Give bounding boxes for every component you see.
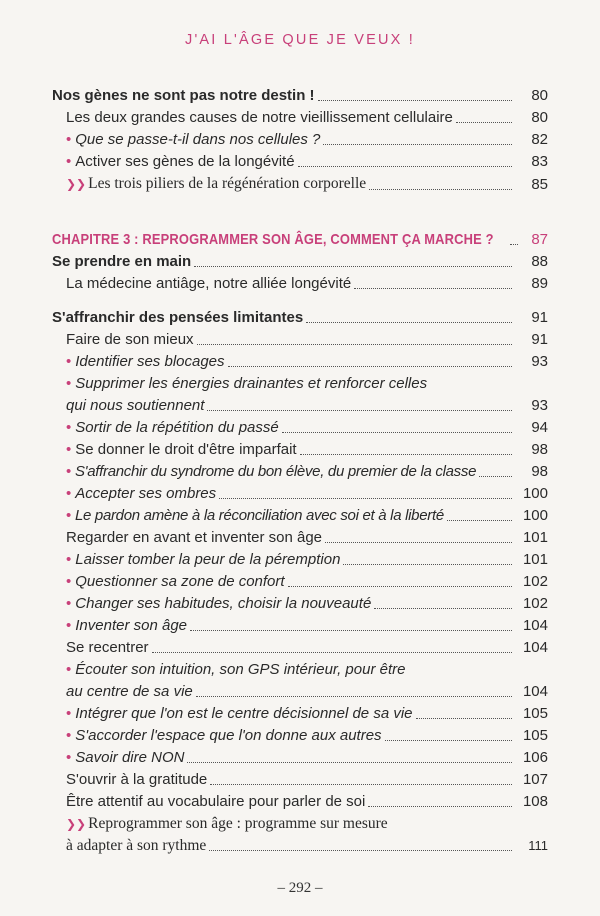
toc-entry-label: Activer ses gènes de la longévité (75, 153, 295, 170)
dot-leader (416, 718, 512, 719)
bullet-icon: • (66, 375, 72, 392)
toc-entry-label: Se recentrer (66, 639, 149, 656)
toc-entry[interactable] (52, 352, 548, 371)
bullet-icon: • (66, 705, 72, 722)
toc-entry-label: Savoir dire NON (75, 749, 185, 766)
bullet-icon: • (66, 507, 71, 524)
toc-entry-label: Faire de son mieux (66, 331, 194, 348)
toc-entry-label: Les trois piliers de la régénération corporelle (88, 175, 367, 192)
dot-leader (196, 696, 512, 697)
toc-entry-label: Questionner sa zone de confort (75, 573, 285, 590)
toc-entry[interactable] (52, 748, 548, 767)
bullet-icon: • (66, 153, 72, 170)
dot-leader (300, 454, 512, 455)
chapter-title: CHAPITRE 3 : REPROGRAMMER SON ÂGE, COMMENT ÇA MARCHE ? (52, 231, 494, 248)
bullet-icon: • (66, 595, 72, 612)
toc-entry[interactable] (52, 174, 548, 194)
toc-page-number: 83 (531, 153, 548, 170)
toc-entry-label-line1: • Supprimer les énergies drainantes et renforcer celles (66, 375, 428, 392)
dot-leader (323, 144, 512, 145)
dot-leader (374, 608, 512, 609)
toc-entry-label-line1: • Écouter son intuition, son GPS intérieur, pour être (66, 661, 406, 678)
bullet-icon: • (66, 419, 72, 436)
toc-entry-label: Identifier ses blocages (75, 353, 225, 370)
toc-entry-label: Sortir de la répétition du passé (75, 419, 279, 436)
toc-entry-label: Regarder en avant et inventer son âge (66, 529, 323, 546)
toc-entry[interactable] (52, 770, 548, 789)
toc-entry[interactable] (52, 506, 548, 525)
dot-leader (368, 806, 512, 807)
toc-entry[interactable] (52, 274, 548, 293)
toc-entry[interactable] (52, 484, 548, 503)
toc-entry-label-line2: au centre de sa vie (66, 683, 193, 700)
toc-page-number: 101 (522, 551, 548, 568)
toc-entry[interactable] (52, 330, 548, 349)
toc-entry[interactable] (52, 726, 548, 745)
bullet-icon: • (66, 353, 72, 370)
dot-leader (456, 122, 512, 123)
bullet-icon: • (66, 573, 72, 590)
bullet-icon: • (66, 749, 72, 766)
toc-page-number: 102 (522, 573, 548, 590)
toc-entry-label: Être attentif au vocabulaire pour parler de soi (66, 793, 366, 810)
toc-page-number: 111 (528, 838, 548, 853)
toc-entry[interactable] (52, 572, 548, 591)
dot-leader (510, 244, 518, 245)
dot-leader (306, 322, 512, 323)
toc-page-number: 100 (522, 507, 548, 524)
dot-leader (190, 630, 512, 631)
bullet-icon: • (66, 727, 72, 744)
toc-page-number: 89 (531, 275, 548, 292)
toc-entry[interactable] (52, 792, 548, 811)
toc-entry[interactable] (52, 528, 548, 547)
toc-page-number: 85 (531, 176, 548, 193)
toc-entry[interactable] (52, 396, 548, 415)
bullet-icon: • (66, 617, 72, 634)
toc-page-number: 93 (531, 353, 548, 370)
toc-page-number: 101 (522, 529, 548, 546)
toc-entry-label: Se prendre en main (52, 253, 192, 270)
toc-page-number: 88 (531, 253, 548, 270)
toc-page-number: 104 (522, 617, 548, 634)
dot-leader (152, 652, 512, 653)
dot-leader (187, 762, 512, 763)
dot-leader (209, 850, 512, 851)
toc-entry-label: S'ouvrir à la gratitude (66, 771, 208, 788)
dot-leader (207, 410, 512, 411)
toc-entry[interactable] (52, 616, 548, 635)
toc-page-number: 105 (522, 705, 548, 722)
dot-leader (219, 498, 512, 499)
toc-entry-label: Accepter ses ombres (75, 485, 217, 502)
dot-leader (318, 100, 512, 101)
toc-entry-label: Nos gènes ne sont pas notre destin ! (52, 87, 315, 104)
toc-page-number: 93 (531, 397, 548, 414)
running-header: J'AI L'ÂGE QUE JE VEUX ! (185, 32, 415, 48)
toc-entry-label-line1: ❯❯ Reprogrammer son âge : programme sur mesure (66, 815, 388, 832)
toc-page-number: 98 (531, 441, 548, 458)
toc-entry[interactable] (52, 638, 548, 657)
toc-entry-label: Changer ses habitudes, choisir la nouveauté (75, 595, 372, 612)
dot-leader (369, 189, 512, 190)
dot-leader (282, 432, 512, 433)
toc-entry-label-line2: qui nous soutiennent (66, 397, 205, 414)
toc-entry[interactable] (52, 682, 548, 701)
toc-entry-label: Inventer son âge (75, 617, 188, 634)
toc-entry[interactable] (52, 86, 548, 105)
double-chevron-icon: ❯❯ (66, 817, 87, 831)
dot-leader (479, 476, 512, 477)
toc-entry-label: S'affranchir des pensées limitantes (52, 309, 304, 326)
toc-entry[interactable] (52, 440, 548, 459)
dot-leader (447, 520, 512, 521)
toc-entry[interactable] (52, 152, 548, 171)
bullet-icon: • (66, 551, 72, 568)
toc-page-number: 80 (531, 87, 548, 104)
toc-entry[interactable] (52, 308, 548, 327)
toc-entry[interactable] (52, 108, 548, 127)
toc-entry-label: S'accorder l'espace que l'on donne aux autres (75, 727, 382, 744)
dot-leader (194, 266, 512, 267)
toc-entry-label: Laisser tomber la peur de la péremption (75, 551, 341, 568)
toc-page-number: 102 (522, 595, 548, 612)
dot-leader (385, 740, 512, 741)
toc-page-number: 105 (522, 727, 548, 744)
toc-page-number: 87 (531, 231, 548, 248)
dot-leader (288, 586, 512, 587)
toc-page-number: 106 (522, 749, 548, 766)
bullet-icon: • (66, 485, 72, 502)
toc-page-number: 91 (531, 331, 548, 348)
toc-entry-label: Se donner le droit d'être imparfait (75, 441, 297, 458)
dot-leader (325, 542, 512, 543)
toc-entry[interactable] (52, 252, 548, 271)
toc-page-number: 94 (531, 419, 548, 436)
toc-entry[interactable] (52, 836, 548, 855)
toc-page-number: 100 (522, 485, 548, 502)
toc-entry-label: S'affranchir du syndrome du bon élève, du premier de la classe (74, 463, 477, 480)
toc-entry-label: Les deux grandes causes de notre vieillissement cellulaire (66, 109, 453, 126)
double-chevron-icon: ❯❯ (66, 177, 87, 191)
toc-entry-label-line2: à adapter à son rythme (66, 837, 207, 854)
dot-leader (354, 288, 512, 289)
toc-entry[interactable] (52, 130, 548, 149)
toc-entry-label: Que se passe-t-il dans nos cellules ? (75, 131, 321, 148)
toc-page-number: 98 (531, 463, 548, 480)
dot-leader (343, 564, 512, 565)
toc-page-number: 91 (531, 309, 548, 326)
toc-page-number: 80 (531, 109, 548, 126)
dot-leader (298, 166, 512, 167)
page-number: – 292 – (277, 880, 323, 896)
bullet-icon: • (66, 441, 72, 458)
toc-page-number: 108 (522, 793, 548, 810)
toc-entry-label: La médecine antiâge, notre alliée longévité (66, 275, 352, 292)
toc-entry-label: Intégrer que l'on est le centre décisionnel de sa vie (75, 705, 413, 722)
toc-entry[interactable] (52, 462, 548, 481)
dot-leader (228, 366, 512, 367)
toc-entry[interactable] (52, 594, 548, 613)
toc-page-number: 104 (522, 639, 548, 656)
toc-entry[interactable] (52, 418, 548, 437)
toc-entry[interactable] (52, 550, 548, 569)
toc-chapter-heading[interactable] (52, 230, 548, 249)
toc-page-number: 104 (522, 683, 548, 700)
toc-page-number: 107 (522, 771, 548, 788)
bullet-icon: • (66, 131, 72, 148)
toc-entry-label: Le pardon amène à la réconciliation avec soi et à la liberté (74, 507, 444, 524)
toc-entry[interactable] (52, 704, 548, 723)
dot-leader (197, 344, 512, 345)
bullet-icon: • (66, 661, 72, 678)
dot-leader (210, 784, 512, 785)
toc-page-number: 82 (531, 131, 548, 148)
bullet-icon: • (66, 463, 71, 480)
